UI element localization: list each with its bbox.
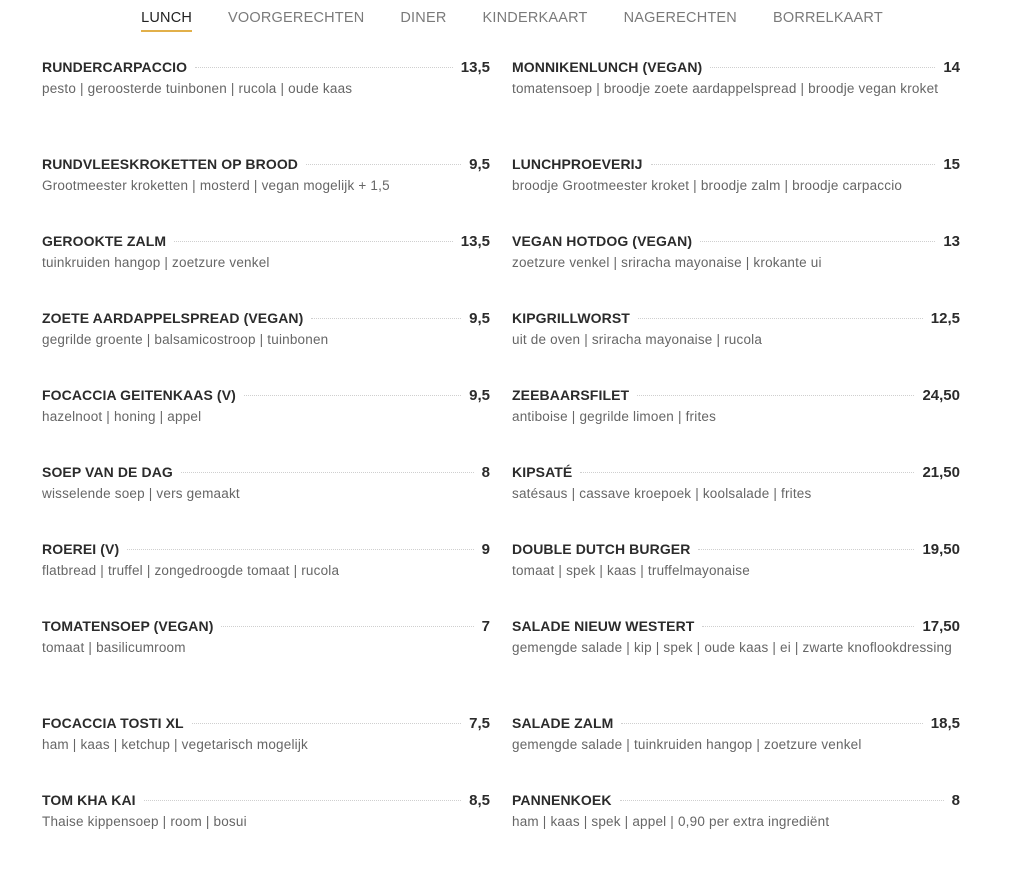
dish-price: 24,50 xyxy=(922,387,960,404)
dot-leader xyxy=(127,549,473,550)
dish-name: TOMATENSOEP (VEGAN) xyxy=(42,618,214,634)
dot-leader xyxy=(181,472,474,473)
dish-description: tomaat | spek | kaas | truffelmayonaise xyxy=(512,563,750,578)
menu-item-header xyxy=(42,792,490,809)
menu-item xyxy=(512,387,960,464)
dish-price: 8 xyxy=(481,464,490,481)
dot-leader xyxy=(710,67,935,68)
dish-name: DOUBLE DUTCH BURGER xyxy=(512,541,691,557)
dot-leader xyxy=(700,241,935,242)
dish-name: ZEEBAARSFILET xyxy=(512,387,630,403)
menu-item xyxy=(42,792,490,869)
menu-item-header xyxy=(512,541,960,558)
dish-description: wisselende soep | vers gemaakt xyxy=(42,486,240,501)
menu-item xyxy=(512,541,960,618)
dish-price: 9,5 xyxy=(469,387,490,404)
dish-price: 12,5 xyxy=(930,310,960,327)
menu-item xyxy=(42,715,490,792)
menu-item xyxy=(42,464,490,541)
dish-price: 15 xyxy=(943,156,960,173)
menu-item-header xyxy=(42,618,490,635)
dish-description: ham | kaas | spek | appel | 0,90 per extra ingrediënt xyxy=(512,814,830,829)
dish-description: gemengde salade | tuinkruiden hangop | zoetzure venkel xyxy=(512,737,862,752)
dot-leader xyxy=(192,723,461,724)
dish-name: ZOETE AARDAPPELSPREAD (VEGAN) xyxy=(42,310,304,326)
dish-description: satésaus | cassave kroepoek | koolsalade | frites xyxy=(512,486,812,501)
menu-item-header xyxy=(42,387,490,404)
dish-price: 17,50 xyxy=(922,618,960,635)
menu-item-header xyxy=(512,792,960,809)
tab-borrelkaart[interactable]: BORRELKAART xyxy=(772,10,883,26)
dish-price: 18,5 xyxy=(930,715,960,732)
dish-name: SALADE ZALM xyxy=(512,715,614,731)
menu-item xyxy=(42,618,490,715)
dish-price: 13,5 xyxy=(460,233,490,250)
dish-name: KIPSATÉ xyxy=(512,464,573,480)
menu-item xyxy=(512,310,960,387)
tab-diner[interactable]: DINER xyxy=(400,10,447,26)
menu-item xyxy=(512,715,960,792)
menu-item-header xyxy=(42,59,490,76)
menu-item xyxy=(42,541,490,618)
dish-price: 7 xyxy=(481,618,490,635)
lunch-menu-grid xyxy=(42,59,960,869)
dot-leader xyxy=(195,67,453,68)
dish-name: KIPGRILLWORST xyxy=(512,310,630,326)
dish-price: 21,50 xyxy=(922,464,960,481)
menu-item xyxy=(42,59,490,156)
menu-item xyxy=(42,310,490,387)
menu-item-header xyxy=(512,233,960,250)
dot-leader xyxy=(651,164,936,165)
menu-item xyxy=(512,792,960,869)
menu-item-header xyxy=(42,233,490,250)
dot-leader xyxy=(620,800,944,801)
dot-leader xyxy=(144,800,461,801)
dish-name: SALADE NIEUW WESTERT xyxy=(512,618,695,634)
menu-item-header xyxy=(42,156,490,173)
dot-leader xyxy=(702,626,914,627)
menu-item xyxy=(512,59,960,156)
dot-leader xyxy=(221,626,473,627)
dish-price: 13 xyxy=(943,233,960,250)
dish-description: antiboise | gegrilde limoen | frites xyxy=(512,409,717,424)
dish-description: ham | kaas | ketchup | vegetarisch mogelijk xyxy=(42,737,308,752)
dot-leader xyxy=(580,472,914,473)
dot-leader xyxy=(637,395,914,396)
dish-name: TOM KHA KAI xyxy=(42,792,136,808)
dish-name: ROEREI (V) xyxy=(42,541,120,557)
dish-description: gemengde salade | kip | spek | oude kaas | ei | zwarte knoflookdressing xyxy=(512,640,952,655)
menu-tabs xyxy=(0,8,1024,32)
dish-price: 9,5 xyxy=(469,310,490,327)
dish-name: RUNDERCARPACCIO xyxy=(42,59,188,75)
dish-description: Thaise kippensoep | room | bosui xyxy=(42,814,247,829)
dot-leader xyxy=(174,241,453,242)
menu-item xyxy=(512,156,960,233)
menu-item xyxy=(512,233,960,310)
dish-description: gegrilde groente | balsamicostroop | tuinbonen xyxy=(42,332,329,347)
dish-name: SOEP VAN DE DAG xyxy=(42,464,173,480)
dot-leader xyxy=(638,318,923,319)
dish-name: MONNIKENLUNCH (VEGAN) xyxy=(512,59,703,75)
dish-description: tuinkruiden hangop | zoetzure venkel xyxy=(42,255,270,270)
dish-name: PANNENKOEK xyxy=(512,792,612,808)
dish-name: RUNDVLEESKROKETTEN OP BROOD xyxy=(42,156,299,172)
menu-item-header xyxy=(512,59,960,76)
menu-item-header xyxy=(512,715,960,732)
tab-voorgerechten[interactable]: VOORGERECHTEN xyxy=(228,10,365,26)
dish-description: tomaat | basilicumroom xyxy=(42,640,186,655)
menu-item xyxy=(42,233,490,310)
menu-item-header xyxy=(512,387,960,404)
dish-price: 13,5 xyxy=(460,59,490,76)
dish-name: GEROOKTE ZALM xyxy=(42,233,167,249)
dish-description: flatbread | truffel | zongedroogde tomaat | rucola xyxy=(42,563,340,578)
menu-item-header xyxy=(42,541,490,558)
menu-item-header xyxy=(512,156,960,173)
tab-nagerechten[interactable]: NAGERECHTEN xyxy=(623,10,737,26)
dish-name: FOCACCIA GEITENKAAS (V) xyxy=(42,387,236,403)
dish-description: tomatensoep | broodje zoete aardappelspread | broodje vegan kroket xyxy=(512,81,939,96)
menu-item-header xyxy=(512,310,960,327)
menu-item-header xyxy=(42,464,490,481)
menu-item xyxy=(512,464,960,541)
menu-item xyxy=(42,387,490,464)
tab-kinderkaart[interactable]: KINDERKAART xyxy=(482,10,588,26)
menu-item-header xyxy=(512,618,960,635)
dish-price: 7,5 xyxy=(469,715,490,732)
dish-price: 9 xyxy=(481,541,490,558)
dish-description: pesto | geroosterde tuinbonen | rucola | oude kaas xyxy=(42,81,353,96)
dish-description: Grootmeester kroketten | mosterd | vegan mogelijk + 1,5 xyxy=(42,178,390,193)
dot-leader xyxy=(621,723,922,724)
dot-leader xyxy=(244,395,461,396)
dot-leader xyxy=(698,549,914,550)
dish-description: broodje Grootmeester kroket | broodje zalm | broodje carpaccio xyxy=(512,178,903,193)
menu-item-header xyxy=(42,715,490,732)
menu-item xyxy=(42,156,490,233)
dish-price: 9,5 xyxy=(469,156,490,173)
dish-name: FOCACCIA TOSTI XL xyxy=(42,715,184,731)
dish-price: 14 xyxy=(943,59,960,76)
dish-price: 19,50 xyxy=(922,541,960,558)
dish-description: zoetzure venkel | sriracha mayonaise | krokante ui xyxy=(512,255,822,270)
menu-item xyxy=(512,618,960,715)
dish-price: 8 xyxy=(951,792,960,809)
dish-description: hazelnoot | honing | appel xyxy=(42,409,202,424)
dot-leader xyxy=(311,318,461,319)
menu-item-header xyxy=(42,310,490,327)
dot-leader xyxy=(306,164,461,165)
dish-name: VEGAN HOTDOG (VEGAN) xyxy=(512,233,693,249)
tab-lunch[interactable]: LUNCH xyxy=(141,8,192,32)
dish-name: LUNCHPROEVERIJ xyxy=(512,156,643,172)
dish-price: 8,5 xyxy=(469,792,490,809)
dish-description: uit de oven | sriracha mayonaise | rucola xyxy=(512,332,763,347)
menu-item-header xyxy=(512,464,960,481)
